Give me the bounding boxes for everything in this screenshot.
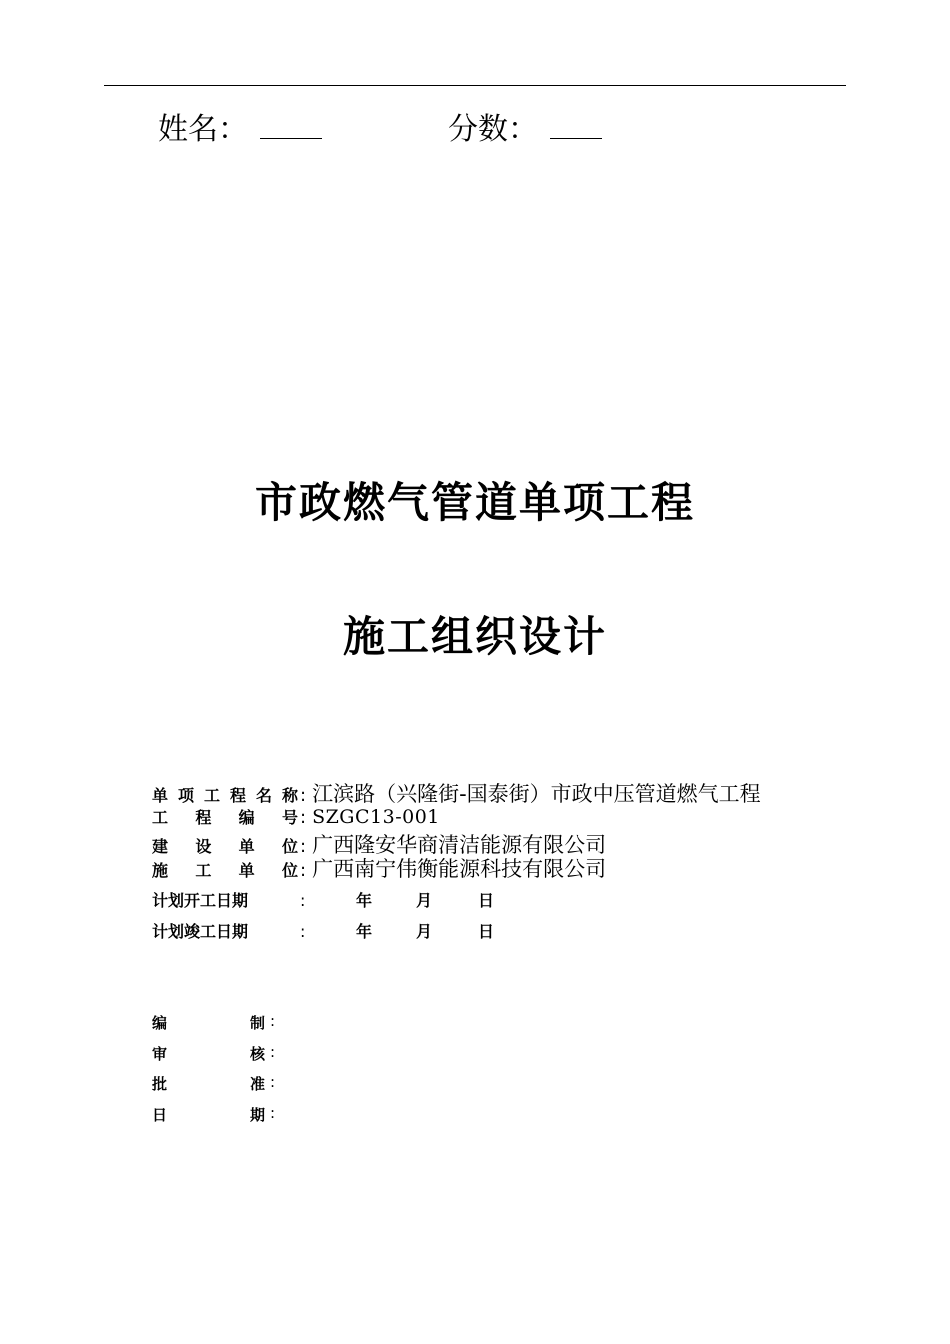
date-label: 计划竣工日期 — [152, 922, 249, 941]
sign-row-date — [152, 1104, 352, 1124]
date-colon: : — [300, 922, 306, 941]
sign-colon: : — [270, 1012, 276, 1030]
date-year: 年 — [356, 922, 373, 941]
score-field — [448, 104, 602, 148]
sign-char: 编 — [152, 1014, 168, 1032]
info-value: 广西隆安华商清洁能源有限公司 — [312, 833, 607, 857]
sign-row-approved — [152, 1073, 352, 1093]
info-label: 施工单位 — [152, 861, 298, 880]
top-rule — [104, 85, 846, 86]
info-colon: : — [300, 860, 307, 881]
date-row-start — [152, 888, 495, 911]
sign-char: 核 — [250, 1045, 266, 1063]
info-row-project-number — [152, 804, 440, 828]
info-label: 单项工程名称 — [152, 786, 298, 805]
info-value: 广西南宁伟衡能源科技有限公司 — [312, 857, 607, 881]
document-subtitle: 施工组织设计 — [342, 612, 607, 661]
name-field — [158, 104, 322, 148]
date-day: 日 — [478, 891, 495, 910]
info-value: 江滨路（兴隆街-国泰街）市政中压管道燃气工程 — [312, 782, 761, 806]
sign-colon: : — [270, 1043, 276, 1061]
name-label: 姓名： — [158, 112, 248, 147]
sign-char: 审 — [152, 1045, 168, 1063]
sign-char: 制 — [250, 1014, 266, 1032]
info-label: 建设单位 — [152, 837, 298, 856]
sign-char: 批 — [152, 1075, 168, 1093]
sign-colon: : — [270, 1104, 276, 1122]
info-label: 工程编号 — [152, 808, 298, 827]
name-blank[interactable] — [260, 114, 322, 139]
info-value: SZGC13-001 — [312, 806, 440, 828]
date-year: 年 — [356, 891, 373, 910]
date-day: 日 — [478, 922, 495, 941]
sign-row-reviewed — [152, 1043, 352, 1063]
sign-char: 准 — [250, 1075, 266, 1093]
info-colon: : — [300, 836, 307, 857]
date-label: 计划开工日期 — [152, 891, 249, 910]
sign-colon: : — [270, 1073, 276, 1091]
score-blank[interactable] — [550, 114, 602, 139]
score-label: 分数： — [448, 112, 538, 147]
date-month: 月 — [416, 891, 433, 910]
date-month: 月 — [416, 922, 433, 941]
info-colon: : — [300, 807, 307, 828]
info-colon: : — [300, 785, 307, 806]
date-row-end — [152, 919, 495, 942]
sign-row-prepared — [152, 1012, 352, 1032]
sign-char: 日 — [152, 1106, 168, 1124]
info-row-contractor — [152, 853, 606, 883]
date-colon: : — [300, 891, 306, 910]
document-title: 市政燃气管道单项工程 — [254, 478, 695, 527]
sign-char: 期 — [250, 1106, 266, 1124]
